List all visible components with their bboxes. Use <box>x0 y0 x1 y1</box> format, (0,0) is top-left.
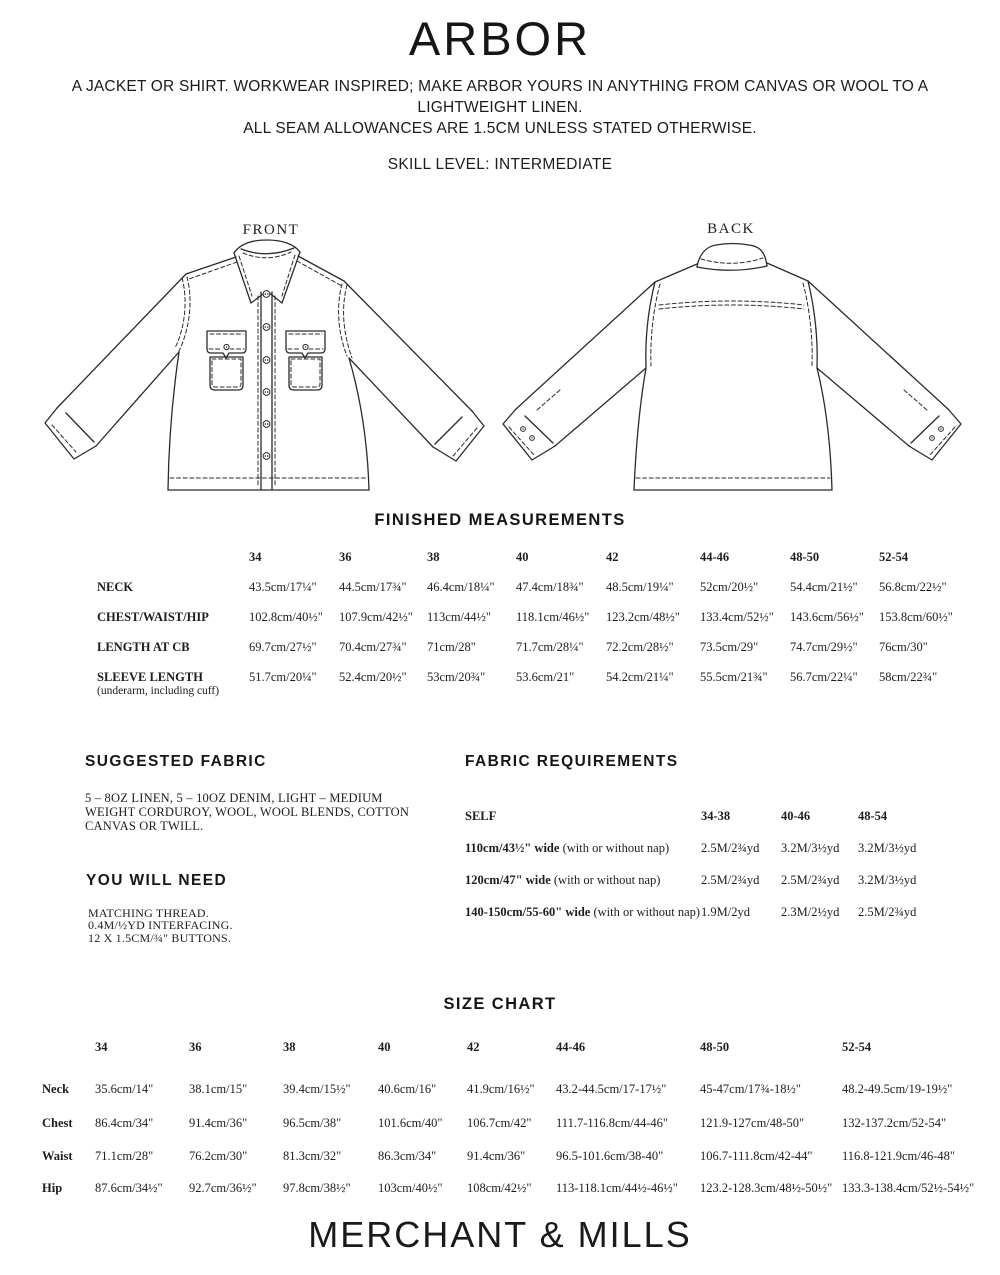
finished-measurements-table <box>97 551 989 698</box>
measurement-cell: 46.4cm/18¼" <box>427 580 495 594</box>
measurement-cell: 72.2cm/28½" <box>606 640 674 654</box>
size-chart-heading: SIZE CHART <box>443 995 557 1013</box>
size-cell: 116.8-121.9cm/46-48" <box>842 1149 955 1163</box>
measurement-cell: 73.5cm/29" <box>700 640 759 654</box>
size-group-header: 40-46 <box>781 809 811 823</box>
measurement-cell: 53.6cm/21" <box>516 670 575 684</box>
notion-line: 0.4M/½YD INTERFACING. <box>88 918 233 933</box>
measurement-row-length-cb <box>97 641 989 671</box>
size-cell: 45-47cm/17¾-18½" <box>700 1082 801 1096</box>
row-label: Hip <box>42 1181 63 1195</box>
size-cell: 111.7-116.8cm/44-46" <box>556 1116 669 1130</box>
size-cell: 48.2-49.5cm/19-19½" <box>842 1082 953 1096</box>
back-view-label: BACK <box>707 221 755 237</box>
size-cell: 35.6cm/14" <box>95 1082 154 1096</box>
size-cell: 86.3cm/34" <box>378 1149 437 1163</box>
size-row-hip <box>42 1182 1000 1212</box>
right-pocket <box>286 331 325 390</box>
notion-line: MATCHING THREAD. <box>88 906 209 920</box>
measurement-row-neck <box>97 581 989 611</box>
self-label: SELF <box>465 809 497 823</box>
yardage-cell: 2.5M/2¾yd <box>858 905 917 919</box>
size-cell: 81.3cm/32" <box>283 1149 342 1163</box>
size-col-header: 38 <box>283 1040 296 1054</box>
measurement-cell: 56.8cm/22½" <box>879 580 947 594</box>
size-col-header: 40 <box>378 1040 391 1054</box>
yardage-cell: 2.5M/2¾yd <box>701 841 760 855</box>
size-cell: 133.3-138.4cm/52½-54½" <box>842 1181 975 1195</box>
row-label: Chest <box>42 1116 73 1130</box>
yardage-cell: 2.3M/2½yd <box>781 905 840 919</box>
size-cell: 113-118.1cm/44½-46½" <box>556 1181 678 1195</box>
size-header-row <box>42 1041 1000 1071</box>
measurement-cell: 69.7cm/27½" <box>249 640 317 654</box>
brand-logotype: MERCHANT & MILLS <box>308 1214 692 1255</box>
size-col-header: 44-46 <box>556 1040 586 1054</box>
measurement-cell: 54.2cm/21¼" <box>606 670 674 684</box>
front-illustration <box>45 240 484 490</box>
measurement-cell: 55.5cm/21¾" <box>700 670 768 684</box>
size-col-header: 44-46 <box>700 550 730 564</box>
measurement-cell: 123.2cm/48½" <box>606 610 680 624</box>
size-row-neck <box>42 1083 1000 1113</box>
size-col-header: 40 <box>516 550 529 564</box>
measurement-cell: 133.4cm/52½" <box>700 610 774 624</box>
notion-line: 12 X 1.5CM/¾" BUTTONS. <box>88 930 232 945</box>
measurement-cell: 70.4cm/27¾" <box>339 640 407 654</box>
measurement-row-chest-waist-hip <box>97 611 989 641</box>
fabric-width-row <box>465 906 958 936</box>
fabric-width-row <box>465 842 958 872</box>
fabric-width-label: 110cm/43½" wide (with or without nap) <box>465 841 670 855</box>
size-cell: 91.4cm/36" <box>189 1116 248 1130</box>
you-will-need-list <box>88 907 233 944</box>
fabric-width-label: 140-150cm/55-60" wide (with or without nap) <box>465 905 701 919</box>
yardage-cell: 1.9M/2yd <box>701 905 750 919</box>
size-row-waist <box>42 1150 1000 1180</box>
front-view-label: FRONT <box>242 222 300 238</box>
suggested-fabric-body: 5 – 8OZ LINEN, 5 – 10OZ DENIM, LIGHT – MEDIUM WEIGHT CORDUROY, WOOL, WOOL BLENDS, COTTON CANVAS OR TWILL. <box>85 791 410 833</box>
measurement-cell: 58cm/22¾" <box>879 670 938 684</box>
size-cell: 40.6cm/16" <box>378 1082 437 1096</box>
yardage-cell: 3.2M/3½yd <box>858 841 917 855</box>
size-col-header: 52-54 <box>879 550 909 564</box>
size-col-header: 42 <box>467 1040 480 1054</box>
size-cell: 103cm/40½" <box>378 1181 443 1195</box>
row-label: SLEEVE LENGTH (underarm, including cuff) <box>97 671 249 698</box>
measurement-cell: 43.5cm/17¼" <box>249 580 317 594</box>
size-cell: 39.4cm/15½" <box>283 1082 351 1096</box>
measurement-cell: 47.4cm/18¾" <box>516 580 584 594</box>
description-text: A JACKET OR SHIRT. WORKWEAR INSPIRED; MAKE ARBOR YOURS IN ANYTHING FROM CANVAS OR WOOL TO A LIGHTWEIGHT LINEN. <box>71 78 929 116</box>
measurement-cell: 44.5cm/17¾" <box>339 580 407 594</box>
row-sublabel: (underarm, including cuff) <box>97 685 220 697</box>
size-header-row <box>97 551 989 581</box>
measurement-cell: 56.7cm/22¼" <box>790 670 858 684</box>
measurement-cell: 74.7cm/29½" <box>790 640 858 654</box>
measurement-cell: 76cm/30" <box>879 640 928 654</box>
row-label: Neck <box>42 1082 70 1096</box>
size-cell: 92.7cm/36½" <box>189 1181 257 1195</box>
size-cell: 132-137.2cm/52-54" <box>842 1116 947 1130</box>
size-col-header: 36 <box>339 550 352 564</box>
row-label: CHEST/WAIST/HIP <box>97 610 209 624</box>
size-cell: 87.6cm/34½" <box>95 1181 163 1195</box>
measurement-cell: 48.5cm/19¼" <box>606 580 674 594</box>
size-cell: 108cm/42½" <box>467 1181 532 1195</box>
size-cell: 96.5-101.6cm/38-40" <box>556 1149 664 1163</box>
yardage-cell: 3.2M/3½yd <box>781 841 840 855</box>
size-cell: 86.4cm/34" <box>95 1116 154 1130</box>
skill-level: SKILL LEVEL: INTERMEDIATE <box>387 156 613 173</box>
size-col-header: 34 <box>95 1040 108 1054</box>
measurement-cell: 51.7cm/20¼" <box>249 670 317 684</box>
size-cell: 41.9cm/16½" <box>467 1082 535 1096</box>
size-cell: 91.4cm/36" <box>467 1149 526 1163</box>
size-chart-table <box>42 1041 1000 1212</box>
size-col-header: 52-54 <box>842 1040 872 1054</box>
size-cell: 71.1cm/28" <box>95 1149 154 1163</box>
size-cell: 43.2-44.5cm/17-17½" <box>556 1082 667 1096</box>
size-cell: 38.1cm/15" <box>189 1082 248 1096</box>
page-title: ARBOR <box>408 12 592 65</box>
size-col-header: 38 <box>427 550 440 564</box>
size-col-header: 48-50 <box>790 550 820 564</box>
fabric-header-row <box>465 810 958 840</box>
fabric-width-row <box>465 874 958 904</box>
size-group-header: 48-54 <box>858 809 888 823</box>
measurement-cell: 54.4cm/21½" <box>790 580 858 594</box>
yardage-cell: 2.5M/2¾yd <box>781 873 840 887</box>
size-col-header: 48-50 <box>700 1040 730 1054</box>
size-col-header: 36 <box>189 1040 202 1054</box>
yardage-cell: 2.5M/2¾yd <box>701 873 760 887</box>
fabric-width-label: 120cm/47" wide (with or without nap) <box>465 873 661 887</box>
seam-allowance-note: ALL SEAM ALLOWANCES ARE 1.5CM UNLESS STATED OTHERWISE. <box>243 120 757 137</box>
size-group-header: 34-38 <box>701 809 731 823</box>
measurement-row-sleeve-length <box>97 671 989 698</box>
measurement-cell: 102.8cm/40½" <box>249 610 323 624</box>
measurement-cell: 153.8cm/60½" <box>879 610 953 624</box>
size-col-header: 34 <box>249 550 262 564</box>
fabric-requirements-table <box>465 810 958 936</box>
size-cell: 96.5cm/38" <box>283 1116 342 1130</box>
yardage-cell: 3.2M/3½yd <box>858 873 917 887</box>
size-cell: 106.7cm/42" <box>467 1116 532 1130</box>
measurement-cell: 52.4cm/20½" <box>339 670 407 684</box>
you-will-need-heading: YOU WILL NEED <box>86 872 228 889</box>
measurement-cell: 71.7cm/28¼" <box>516 640 584 654</box>
suggested-fabric-heading: SUGGESTED FABRIC <box>85 753 267 770</box>
row-label: LENGTH AT CB <box>97 640 190 654</box>
measurement-cell: 143.6cm/56½" <box>790 610 864 624</box>
measurement-cell: 52cm/20½" <box>700 580 759 594</box>
left-pocket <box>207 331 246 390</box>
size-cell: 97.8cm/38½" <box>283 1181 351 1195</box>
finished-measurements-heading: FINISHED MEASUREMENTS <box>374 511 626 529</box>
front-buttons <box>263 291 270 460</box>
row-label: NECK <box>97 580 134 594</box>
size-cell: 101.6cm/40" <box>378 1116 443 1130</box>
measurement-cell: 107.9cm/42½" <box>339 610 413 624</box>
measurement-cell: 53cm/20¾" <box>427 670 486 684</box>
measurement-cell: 71cm/28" <box>427 640 476 654</box>
back-illustration <box>503 244 961 491</box>
fabric-requirements-heading: FABRIC REQUIREMENTS <box>465 753 679 770</box>
size-cell: 106.7-111.8cm/42-44" <box>700 1149 813 1163</box>
row-label: Waist <box>42 1149 73 1163</box>
size-cell: 123.2-128.3cm/48½-50½" <box>700 1181 833 1195</box>
size-cell: 76.2cm/30" <box>189 1149 248 1163</box>
measurement-cell: 118.1cm/46½" <box>516 610 590 624</box>
measurement-cell: 113cm/44½" <box>427 610 492 624</box>
size-row-chest <box>42 1117 1000 1147</box>
size-cell: 121.9-127cm/48-50" <box>700 1116 805 1130</box>
size-col-header: 42 <box>606 550 619 564</box>
